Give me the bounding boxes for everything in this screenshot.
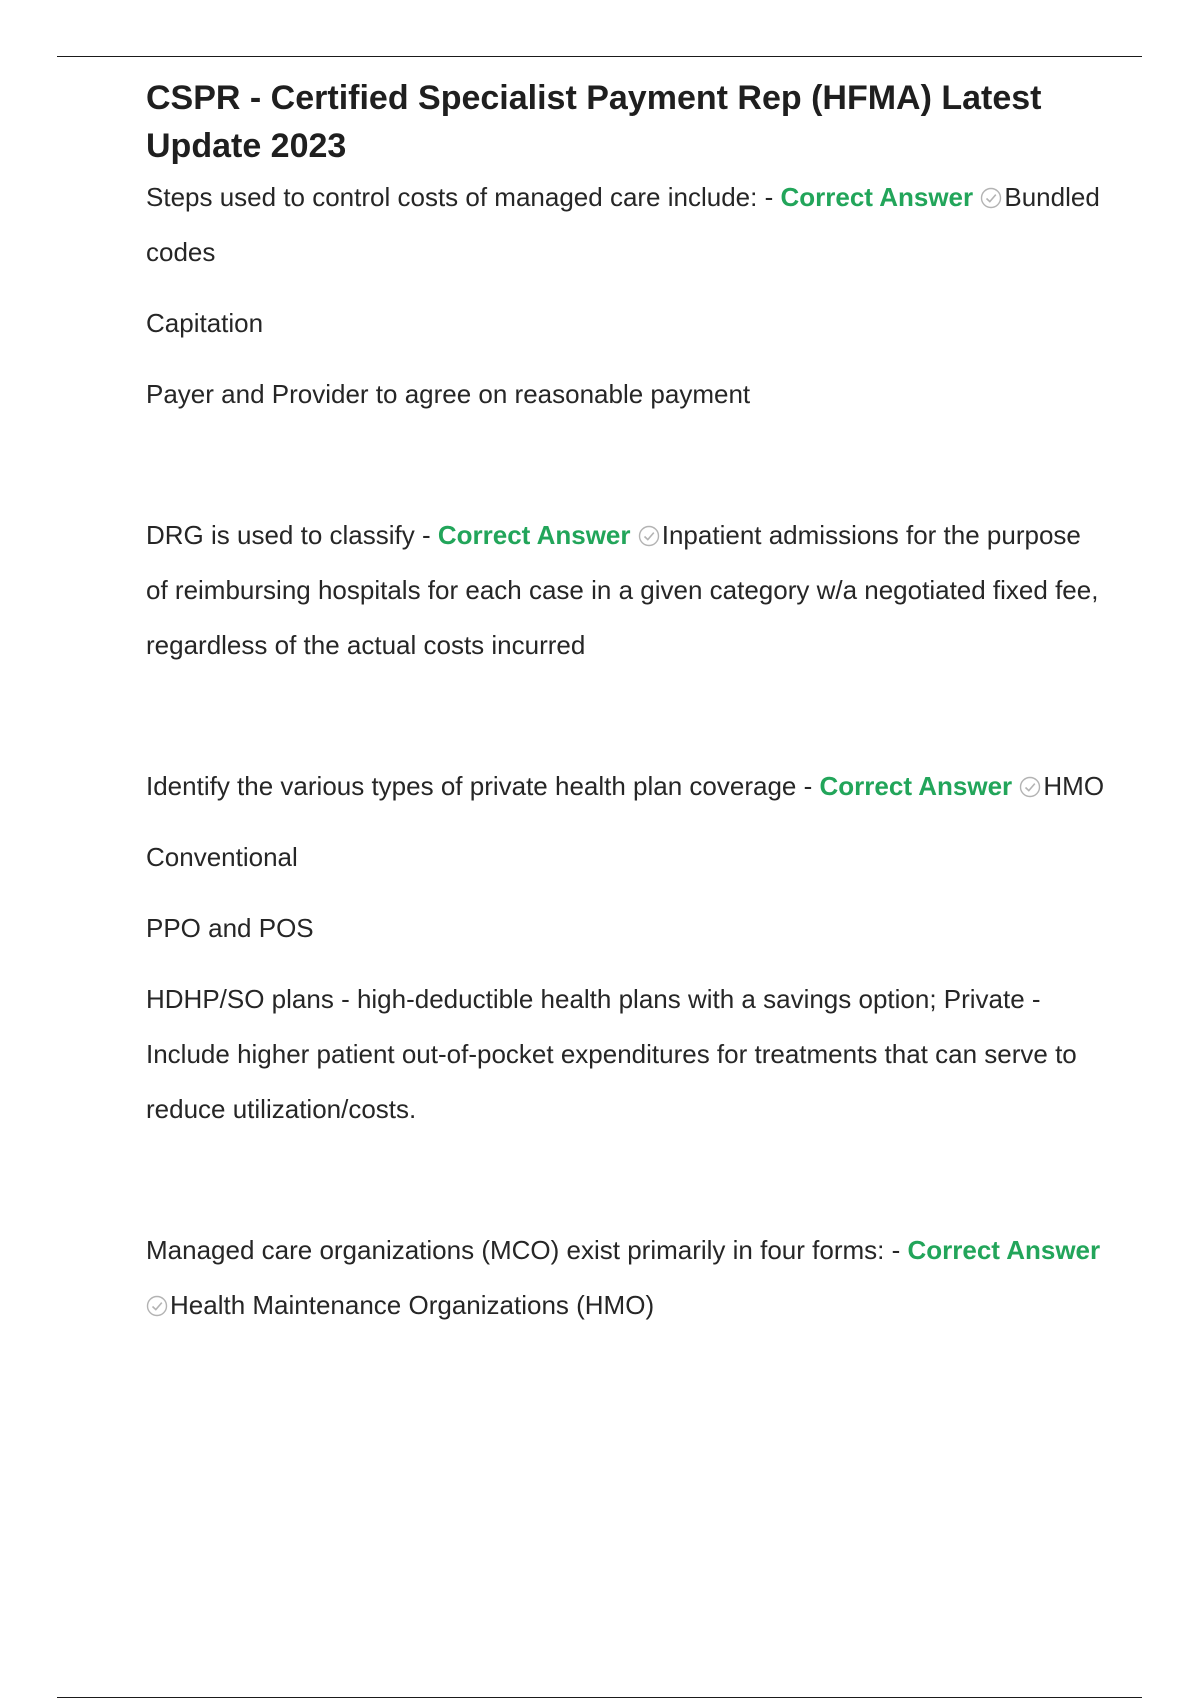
qa-card-3-main — [146, 759, 1106, 814]
qa-card-2 — [146, 508, 1106, 673]
question-text: Identify the various types of private health plan coverage - — [146, 771, 820, 801]
check-circle-icon — [146, 1295, 168, 1317]
answer-text: Inpatient admissions for the purpose of reimbursing hospitals for each case in a given category w/a negotiated fixed fee, regardless of the actual costs incurred — [146, 520, 1099, 660]
correct-answer-label: Correct Answer — [907, 1235, 1101, 1265]
qa-card-4-main — [146, 1223, 1106, 1333]
check-circle-icon — [980, 187, 1002, 209]
correct-answer-label: Correct Answer — [780, 182, 974, 212]
document-title: CSPR - Certified Specialist Payment Rep (HFMA) Latest Update 2023 — [146, 79, 1042, 165]
qa-card-4 — [146, 1223, 1106, 1333]
check-circle-icon — [638, 525, 660, 547]
question-text: DRG is used to classify - — [146, 520, 438, 550]
answer-line: PPO and POS — [146, 913, 314, 943]
answer-text: HMO — [1043, 771, 1105, 801]
qa-card-1-main — [146, 170, 1106, 280]
answer-line: Payer and Provider to agree on reasonable payment — [146, 379, 751, 409]
question-text: Managed care organizations (MCO) exist primarily in four forms: - — [146, 1235, 908, 1265]
top-rule — [57, 56, 1142, 57]
answer-line: Capitation — [146, 308, 264, 338]
qa-card-2-main — [146, 508, 1106, 673]
answer-text: Health Maintenance Organizations (HMO) — [170, 1290, 655, 1320]
correct-answer-label: Correct Answer — [819, 771, 1013, 801]
question-text: Steps used to control costs of managed care include: - — [146, 182, 781, 212]
bottom-rule — [57, 1697, 1142, 1698]
answer-text: Bundled codes — [146, 182, 1100, 267]
check-circle-icon — [1019, 776, 1041, 798]
document-page — [146, 74, 1106, 1333]
correct-answer-label: Correct Answer — [437, 520, 631, 550]
answer-line: Conventional — [146, 842, 298, 872]
qa-card-3 — [146, 759, 1106, 1137]
qa-card-1 — [146, 170, 1106, 422]
answer-line: HDHP/SO plans - high-deductible health plans with a savings option; Private - Include higher patient out-of-pocket expenditures for treatments that can serve to reduce utilization/costs. — [146, 984, 1077, 1124]
